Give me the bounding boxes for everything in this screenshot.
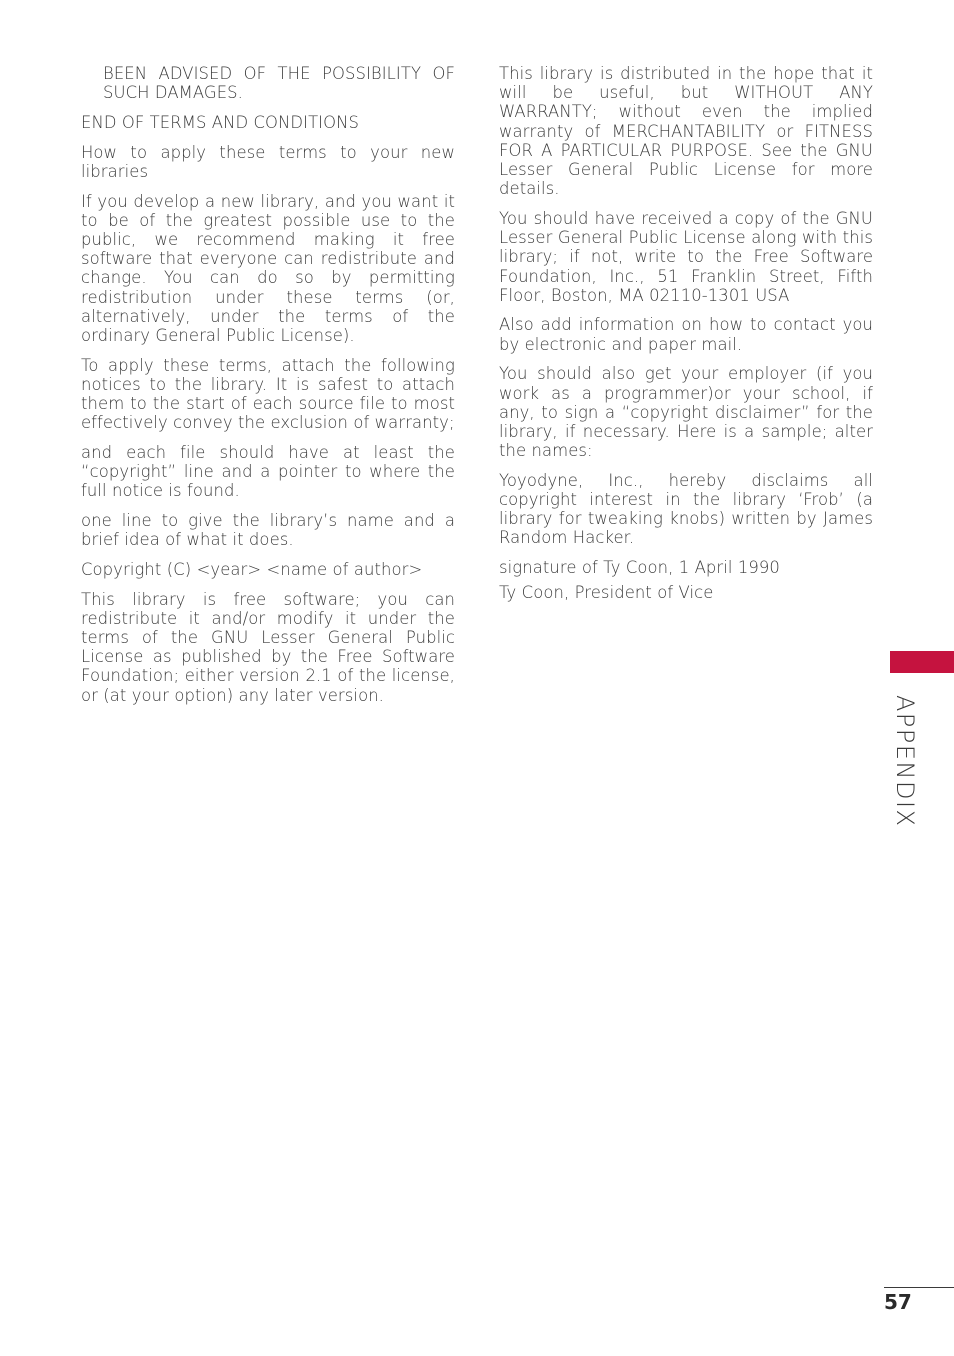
paragraph-copyright-line: and each file should have at least the “copyright” line and a pointer to where the full notice is found. <box>81 442 455 501</box>
right-text-column <box>499 64 873 613</box>
paragraph-free-software: This library is free software; you can redistribute it and/or modify it under the terms of the GNU Lesser General Public License as published by the Free Software Foundation; either version 2.1 of the license, or (at your option) any later version. <box>81 589 455 705</box>
paragraph-how-to-apply-heading: How to apply these terms to your new libraries <box>81 142 455 181</box>
left-text-column <box>81 64 455 715</box>
appendix-tab-marker <box>890 651 954 673</box>
page-number-rule <box>884 1287 954 1288</box>
paragraph-one-line-name: one line to give the library’s name and a brief idea of what it does. <box>81 511 455 550</box>
page-number: 57 <box>884 1290 912 1314</box>
paragraph-damages-clause: BEEN ADVISED OF THE POSSIBILITY OF SUCH DAMAGES. <box>103 64 455 103</box>
paragraph-apply-terms: To apply these terms, attach the following notices to the library. It is safest to attach them to the start of each source file to most effectively convey the exclusion of warranty; <box>81 355 455 433</box>
paragraph-warranty-disclaimer: This library is distributed in the hope that it will be useful, but WITHOUT ANY WARRANTY; without even the implied warranty of MERCHANTABILITY or FITNESS FOR A PARTICULAR PURPOSE. See the GNU Lesser General Public License for more details. <box>499 64 873 199</box>
paragraph-sample-disclaimer: Yoyodyne, Inc., hereby disclaims all copyright interest in the library ‘Frob’ (a library for tweaking knobs) written by James Random Hacker. <box>499 470 873 548</box>
paragraph-develop-new-library: If you develop a new library, and you want it to be of the greatest possible use to the public, we recommend making it free software that everyone can redistribute and change. You can do so by permitting redistribution under these terms (or, alternatively, under the terms of the ordinary General Public License). <box>81 191 455 345</box>
paragraph-contact-info: Also add information on how to contact you by electronic and paper mail. <box>499 315 873 354</box>
paragraph-end-of-terms: END OF TERMS AND CONDITIONS <box>81 112 359 132</box>
paragraph-signature: signature of Ty Coon, 1 April 1990 <box>499 558 780 578</box>
paragraph-signatory-title: Ty Coon, President of Vice <box>499 583 714 603</box>
paragraph-employer-disclaimer: You should also get your employer (if you work as a programmer)or your school, if any, to sign a “copyright disclaimer” for the library, if necessary. Here is a sample; alter the names: <box>499 364 873 461</box>
appendix-section-label: APPENDIX <box>891 695 919 828</box>
paragraph-received-copy: You should have received a copy of the GNU Lesser General Public License along with this library; if not, write to the Free Software Foundation, Inc., 51 Franklin Street, Fifth Floor, Boston, MA 02110-1301 USA <box>499 208 873 305</box>
paragraph-copyright-template: Copyright (C) <year> <name of author> <box>81 559 423 579</box>
